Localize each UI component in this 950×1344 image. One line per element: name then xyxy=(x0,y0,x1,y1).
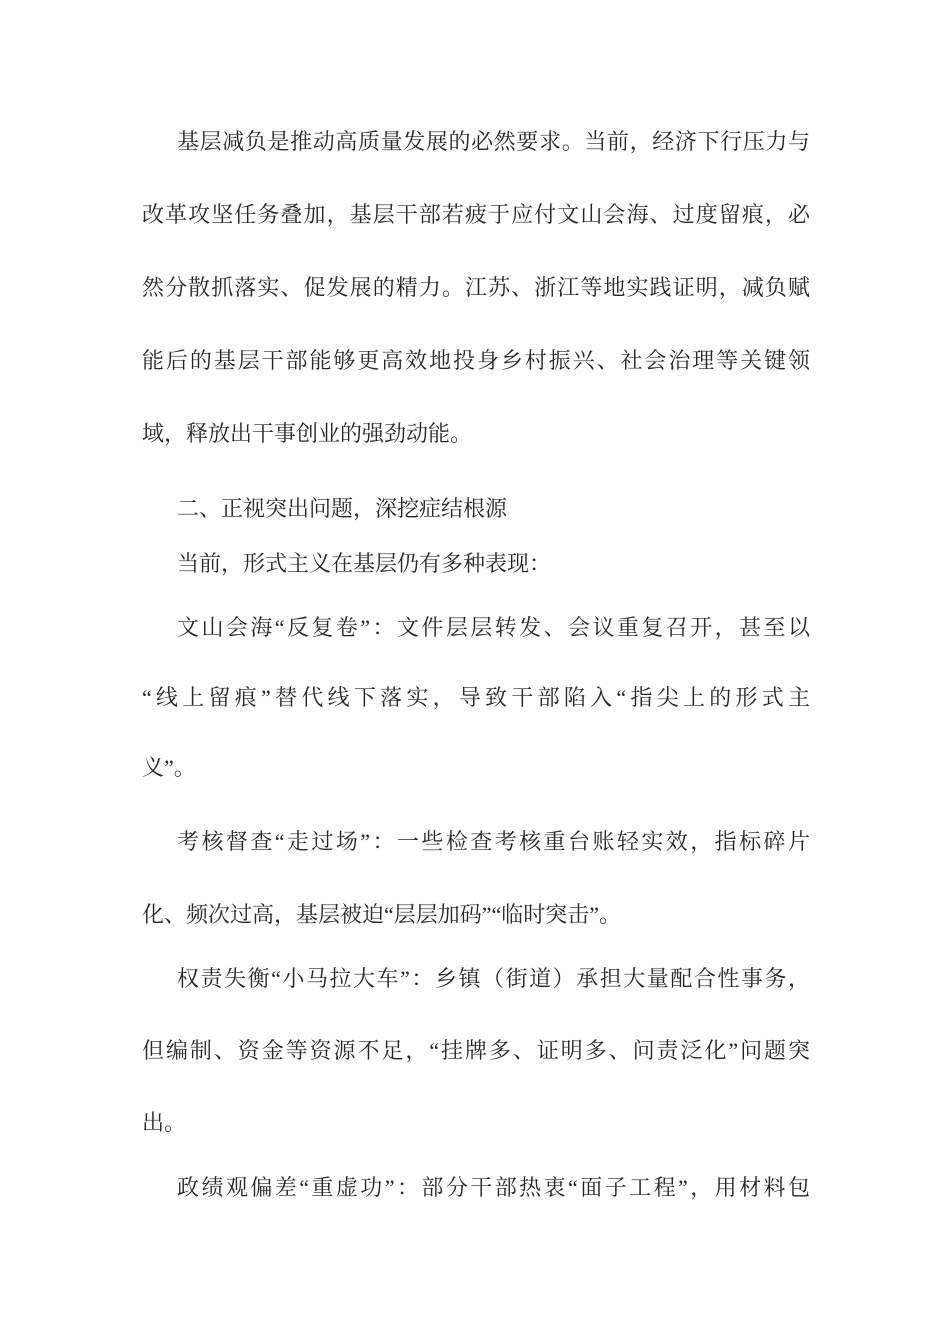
section-heading xyxy=(142,481,810,537)
paragraph-quanze xyxy=(142,943,810,1159)
text-line: 基层减负是推动高质量发展的必然要求。当前，经济下行压力与 xyxy=(177,128,810,154)
text-line: “线上留痕”替代线下落实，导致干部陷入“指尖上的形式主 xyxy=(142,685,810,710)
text-line: 化、频次过高，基层被迫“层层加码”“临时突击”。 xyxy=(142,901,622,927)
paragraph-wenshanhuihai xyxy=(142,593,810,803)
text-line: 改革攻坚任务叠加，基层干部若疲于应付文山会海、过度留痕，必 xyxy=(142,201,810,227)
paragraph-intro xyxy=(142,105,810,470)
text-line: 但编制、资金等资源不足，“挂牌多、证明多、问责泛化”问题突 xyxy=(142,1038,810,1063)
paragraph-kaohe xyxy=(142,805,810,951)
text-line: 出。 xyxy=(142,1110,187,1135)
paragraph-lead-in xyxy=(142,536,810,592)
text-content xyxy=(142,0,810,1224)
paragraph-zhengjiguan xyxy=(142,1152,810,1224)
text-line: 文山会海“反复卷”：文件层层转发、会议重复召开，甚至以 xyxy=(177,615,810,640)
text-line: 考核督查“走过场”：一些检查考核重台账轻实效，指标碎片 xyxy=(177,828,810,854)
text-line: 政绩观偏差“重虚功”：部分干部热衷“面子工程”，用材料包 xyxy=(177,1175,810,1200)
text-line: 能后的基层干部能够更高效地投身乡村振兴、社会治理等关键领 xyxy=(142,347,810,373)
text-line: 然分散抓落实、促发展的精力。江苏、浙江等地实践证明，减负赋 xyxy=(142,274,810,300)
text-line: 域，释放出干事创业的强劲动能。 xyxy=(142,420,473,446)
heading-line: 二、正视突出问题，深挖症结根源 xyxy=(177,496,508,521)
text-line: 义”。 xyxy=(142,755,196,780)
text-line: 权责失衡“小马拉大车”：乡镇（街道）承担大量配合性事务， xyxy=(177,966,811,991)
text-line: 当前，形式主义在基层仍有多种表现： xyxy=(177,551,552,576)
